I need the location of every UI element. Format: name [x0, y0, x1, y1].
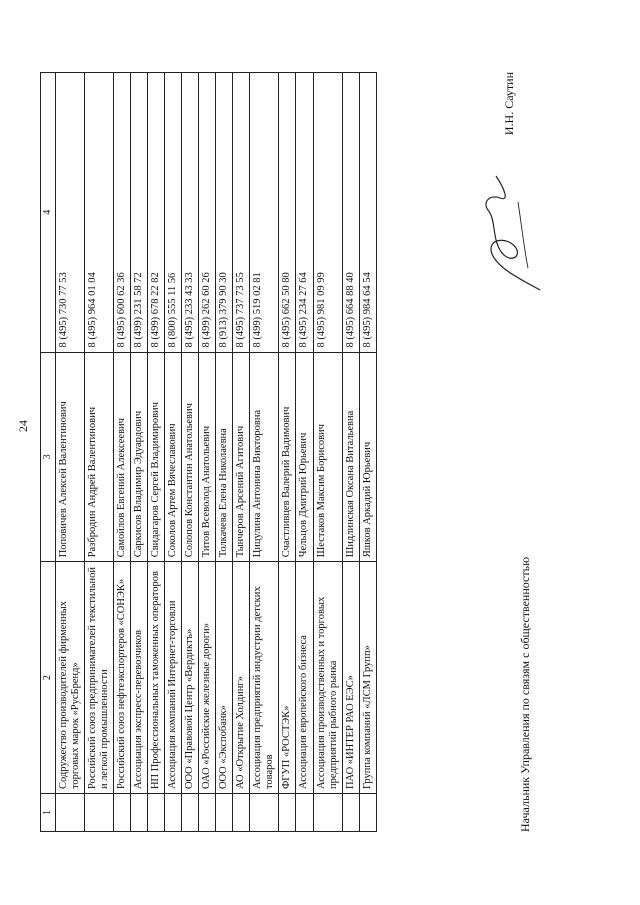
- organization-cell: Ассоциация предприятий индустрии детских товаров: [250, 562, 279, 794]
- phone-cell: 8 (495) 664 88 40: [342, 73, 359, 353]
- row-number-cell: [113, 794, 130, 832]
- table-row: [199, 73, 216, 832]
- phone-cell: 8 (499) 519 02 81: [250, 73, 279, 353]
- representative-cell: Тынчеров Арсений Агитович: [233, 352, 250, 562]
- row-number-cell: [182, 794, 199, 832]
- organization-cell: Содружество производителей фирменных торговых марок «РусБренд»: [55, 562, 84, 794]
- column-header: 4: [41, 73, 56, 353]
- organization-cell: Российский союз нефтеэкспортеров «СОНЭК»: [113, 562, 130, 794]
- representative-cell: Саркисов Владимир Эдуардович: [130, 352, 147, 562]
- table-row: [55, 73, 84, 832]
- table-row: [342, 73, 359, 832]
- representative-cell: Самойлов Евгений Алексеевич: [113, 352, 130, 562]
- row-number-cell: [147, 794, 164, 832]
- phone-cell: 8 (495) 234 27 64: [296, 73, 313, 353]
- signature-block: [502, 72, 542, 832]
- representative-cell: Поповичев Алексей Валентинович: [55, 352, 84, 562]
- organization-cell: ПАО «ИНТЕР РАО ЕЭС»: [342, 562, 359, 794]
- representative-cell: Разбродин Андрей Валентинович: [84, 352, 113, 562]
- representative-cell: Шидлинская Оксана Витальевна: [342, 352, 359, 562]
- representative-cell: Чельцов Дмитрий Юрьевич: [296, 352, 313, 562]
- table-row: [182, 73, 199, 832]
- organization-cell: ОАО «Российские железные дороги»: [199, 562, 216, 794]
- column-header: 2: [41, 562, 56, 794]
- table-row: [147, 73, 164, 832]
- table-row: [164, 73, 181, 832]
- row-number-cell: [296, 794, 313, 832]
- row-number-cell: [130, 794, 147, 832]
- organization-cell: Российский союз предпринимателей текстильной и легкой промышленности: [84, 562, 113, 794]
- table-header-row: [41, 73, 56, 832]
- table-row: [296, 73, 313, 832]
- table-row: [84, 73, 113, 832]
- row-number-cell: [199, 794, 216, 832]
- phone-cell: 8 (495) 662 50 80: [279, 73, 296, 353]
- position-title: Начальник Управления по связям с общественностью: [518, 556, 532, 832]
- table-row: [113, 73, 130, 832]
- row-number-cell: [216, 794, 233, 832]
- phone-cell: 8 (499) 262 60 26: [199, 73, 216, 353]
- document-page: [36, 56, 556, 846]
- representative-cell: Счастливцев Валерий Вадимович: [279, 352, 296, 562]
- table-row: [359, 73, 376, 832]
- table-row: [216, 73, 233, 832]
- representative-cell: Титов Всеволод Анатольевич: [199, 352, 216, 562]
- row-number-cell: [164, 794, 181, 832]
- row-number-cell: [84, 794, 113, 832]
- representative-cell: Толкачева Елена Николаевна: [216, 352, 233, 562]
- row-number-cell: [279, 794, 296, 832]
- row-number-cell: [359, 794, 376, 832]
- organization-cell: НП Профессиональных таможенных операторов: [147, 562, 164, 794]
- phone-cell: 8 (495) 737 73 55: [233, 73, 250, 353]
- phone-cell: 8 (495) 981 09 99: [313, 73, 342, 353]
- phone-cell: 8 (495) 964 01 04: [84, 73, 113, 353]
- phone-cell: 8 (913) 379 90 30: [216, 73, 233, 353]
- table-row: [250, 73, 279, 832]
- contacts-table: [40, 72, 377, 832]
- row-number-cell: [55, 794, 84, 832]
- representative-cell: Свидагаров Сергей Владимирович: [147, 352, 164, 562]
- row-number-cell: [233, 794, 250, 832]
- page-number: 24: [16, 420, 30, 432]
- table-row: [233, 73, 250, 832]
- phone-cell: 8 (495) 233 43 33: [182, 73, 199, 353]
- row-number-cell: [313, 794, 342, 832]
- representative-cell: Яшков Аркадий Юрьевич: [359, 352, 376, 562]
- handwritten-signature: [478, 168, 548, 298]
- table-row: [130, 73, 147, 832]
- phone-cell: 8 (495) 984 64 54: [359, 73, 376, 353]
- representative-cell: Солопов Константин Анатольевич: [182, 352, 199, 562]
- row-number-cell: [342, 794, 359, 832]
- phone-cell: 8 (499) 678 22 82: [147, 73, 164, 353]
- organization-cell: Ассоциация производственных и торговых предприятий рыбного рынка: [313, 562, 342, 794]
- representative-cell: Цицулина Антонина Викторовна: [250, 352, 279, 562]
- column-header: 1: [41, 794, 56, 832]
- organization-cell: Ассоциация европейского бизнеса: [296, 562, 313, 794]
- organization-cell: Ассоциация экспресс-перевозчиков: [130, 562, 147, 794]
- phone-cell: 8 (499) 231 58 72: [130, 73, 147, 353]
- organization-cell: Группа компаний «ЛСМ Групп»: [359, 562, 376, 794]
- table-row: [279, 73, 296, 832]
- organization-cell: АО «Открытие Холдинг»: [233, 562, 250, 794]
- phone-cell: 8 (800) 555 11 56: [164, 73, 181, 353]
- row-number-cell: [250, 794, 279, 832]
- phone-cell: 8 (495) 730 77 53: [55, 73, 84, 353]
- organization-cell: ООО «Экспобанк»: [216, 562, 233, 794]
- organization-cell: ООО «Правовой Центр «Вердиктъ»: [182, 562, 199, 794]
- column-header: 3: [41, 352, 56, 562]
- organization-cell: ФГУП «РОСТЭК»: [279, 562, 296, 794]
- signatory-name: И.Н. Саутин: [502, 72, 516, 136]
- phone-cell: 8 (495) 600 62 36: [113, 73, 130, 353]
- organization-cell: Ассоциация компаний Интернет-торговли: [164, 562, 181, 794]
- representative-cell: Шестаков Максим Борисович: [313, 352, 342, 562]
- table-row: [313, 73, 342, 832]
- representative-cell: Соколов Артем Вячеславович: [164, 352, 181, 562]
